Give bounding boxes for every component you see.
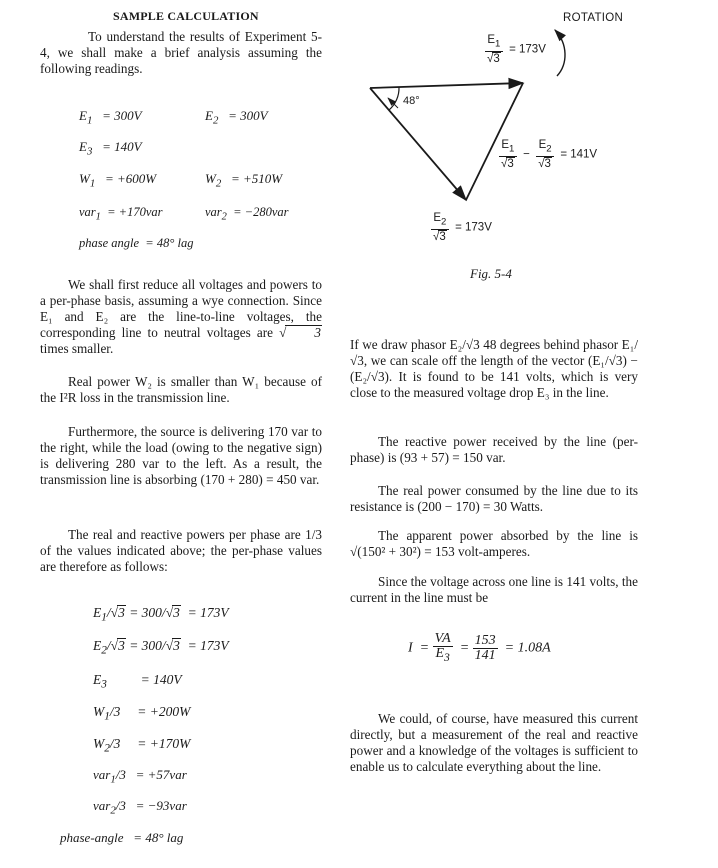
perphase-e3: $E_3$ = 140V <box>93 672 182 691</box>
intro-paragraph: To understand the results of Experiment 5-4, we shall make a brief analysis assuming the following readings. <box>40 29 322 76</box>
perphase-var2: var$_2$/3 = −93var <box>93 798 187 817</box>
paragraph-phasor-drawing: If we draw phasor E₂/√3 48 degrees behind phasor E₁/√3, we can scale off the length of the vector (E₁/√3) − (E₂/√3). It is found to be 141 volts, which is very close to the measured voltage drop E₃ in the line. <box>350 337 638 400</box>
paragraph-reactive-received: The reactive power received by the line (per-phase) is (93 + 57) = 150 var. <box>350 434 638 465</box>
paragraph-real-consumed: The real power consumed by the line due to its resistance is (200 − 170) = 30 Watts. <box>350 483 638 514</box>
reading-e1: $E_1 = 300V$ <box>79 108 142 127</box>
paragraph-per-phase-text: We shall first reduce all voltages and powers to a per-phase basis, assuming a wye connection. Since E₁ and E₂ are the line-to-line voltages, the corresponding line to neutral voltages are <box>40 277 322 340</box>
reading-phase: phase angle = 48° lag <box>79 236 194 250</box>
figure-caption: Fig. 5-4 <box>470 266 512 281</box>
rotation-label: ROTATION <box>563 12 624 24</box>
reading-e2: $E_2 = 300V$ <box>205 108 268 127</box>
perphase-e1: $E_1/√3 = 300/√3 = 173V$ <box>93 605 229 624</box>
paragraph-per-phase-values: The real and reactive powers per phase are 1/3 of the values indicated above; the per-phase values are therefore as follows: <box>40 527 322 574</box>
reading-w2: $W_2 = +510W$ <box>205 171 283 190</box>
perphase-e2: $E_2/√3 = 300/√3 = 173V$ <box>93 638 229 657</box>
rotation-arrow <box>555 30 565 76</box>
reading-w1: $W_1 = +600W$ <box>79 171 157 190</box>
reading-var2: var$_2$ = −280var <box>205 205 289 223</box>
phasor-e1 <box>370 83 523 88</box>
paragraph-reactive: Furthermore, the source is delivering 170 var to the right, while the load (owing to the negative sign) is delivering 280 var to the left. As a result, the transmission line is absorbing (170 + 280) = 450 var. <box>40 424 322 487</box>
label-e2: $\frac{E_2}{√3}$ = 173V <box>433 212 492 244</box>
reading-e3: $E_3 = 140V$ <box>79 139 142 158</box>
paragraph-conclusion: We could, of course, have measured this current directly, but a measurement of the real and reactive power and a knowledge of the voltages is sufficient to enable us to calculate everything about the line. <box>350 711 638 774</box>
paragraph-voltage-line: Since the voltage across one line is 141 volts, the current in the line must be <box>350 574 638 605</box>
paragraph-per-phase: We shall first reduce all voltages and powers to a per-phase basis, assuming a wye connection. Since E₁ and E₂ are the line-to-line voltages, the corresponding line to neutral voltages are √ 3 times smaller. <box>40 277 322 356</box>
perphase-w1: $W_1/3$ = +200W <box>93 704 191 723</box>
paragraph-loss: Real power W₂ is smaller than W₁ because of the I²R loss in the transmission line. <box>40 374 322 405</box>
paragraph-per-phase-tail: times smaller. <box>40 341 114 356</box>
perphase-w2: $W_2/3$ = +170W <box>93 736 191 755</box>
reading-var1: var$_1$ = +170var <box>79 205 163 223</box>
perphase-phase: phase-angle = 48° lag <box>60 830 184 845</box>
current-equation: I = $\frac{VA}{E_3}$ = $\frac{153}{141}$ = 1.08A <box>408 631 551 664</box>
label-diff: $\frac{E_1}{√3}$ − $\frac{E_2}{√3}$ = 141V <box>501 139 598 171</box>
label-e1: $\frac{E_1}{√3}$ = 173V <box>487 34 546 66</box>
angle-label: 48° <box>403 95 420 107</box>
page-title: SAMPLE CALCULATION <box>113 9 259 23</box>
perphase-var1: var$_1$/3 = +57var <box>93 767 187 786</box>
angle-arc <box>389 87 399 110</box>
paragraph-apparent-power: The apparent power absorbed by the line is √(150² + 30²) = 153 volt-amperes. <box>350 528 638 559</box>
